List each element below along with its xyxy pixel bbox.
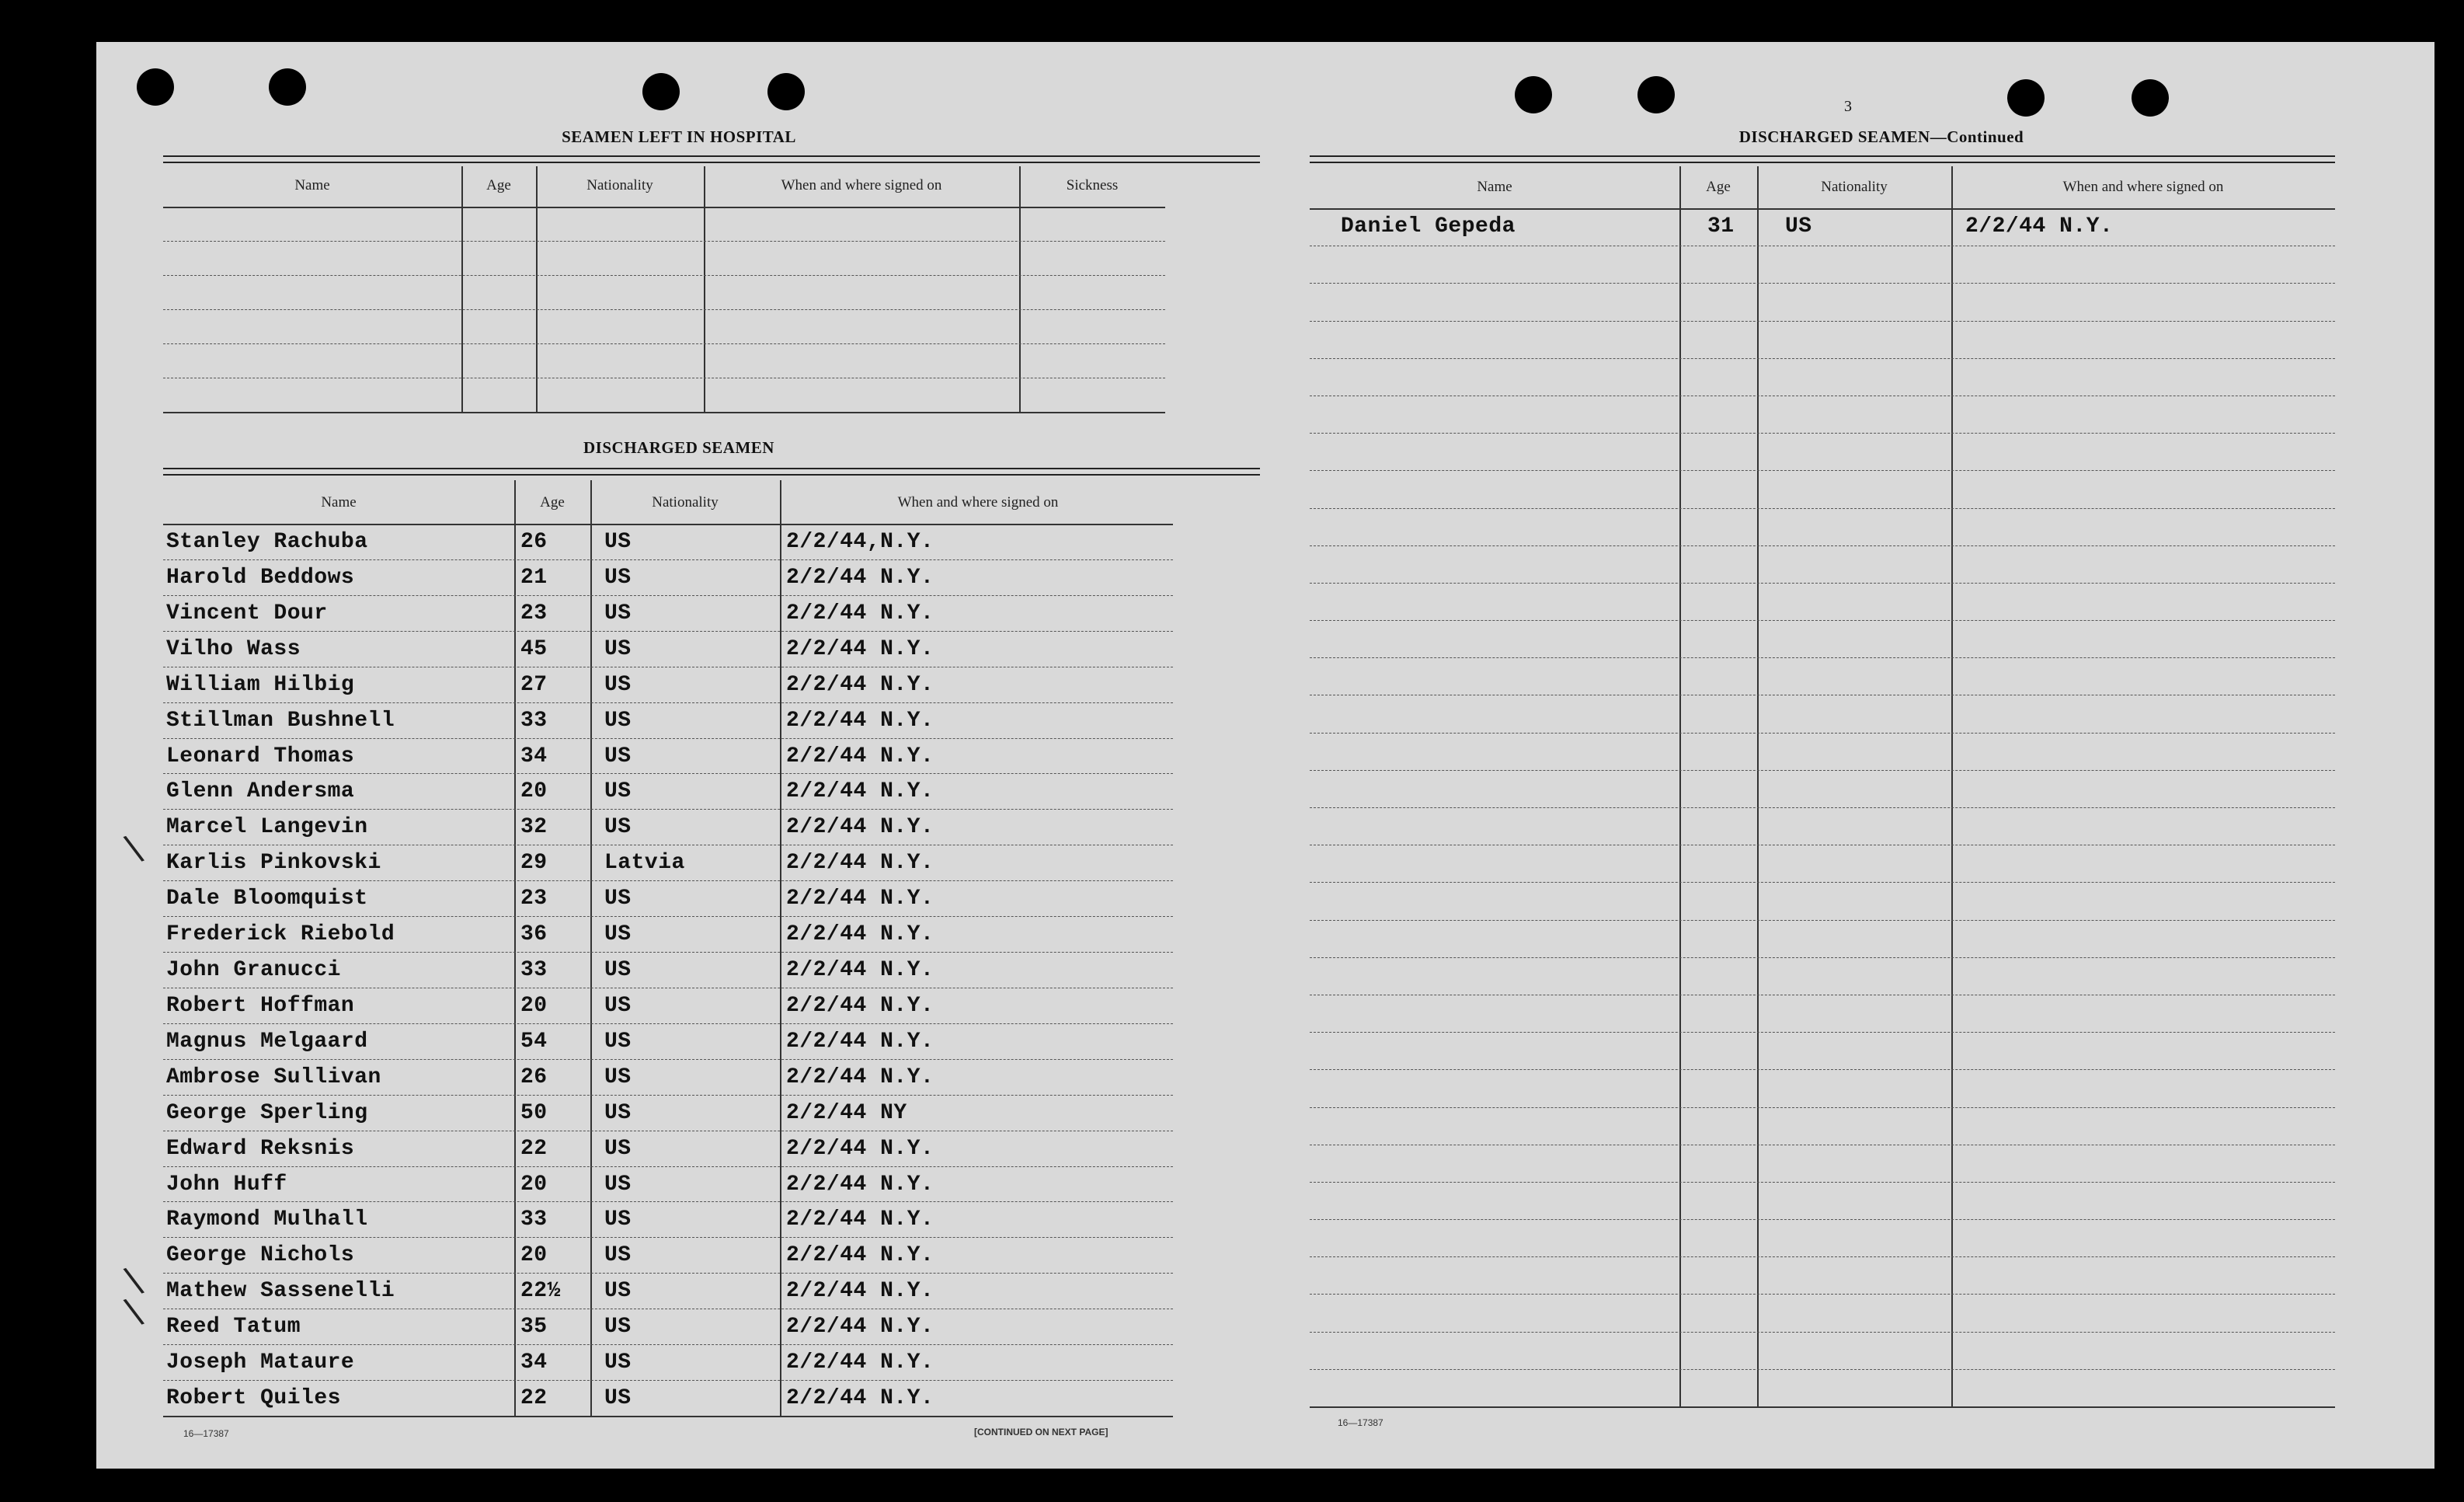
cell-signed: 2/2/44 N.Y. [1965,214,2114,239]
cell-age: 22½ [520,1279,561,1304]
row-rule [163,343,1165,344]
cell-nationality: US [604,1136,632,1161]
row-rule [163,1380,1173,1381]
cell-nationality: US [604,1279,632,1304]
cell-name: Raymond Mulhall [166,1208,368,1232]
right-top-rule [1310,155,2335,163]
column-header: Name [1477,179,1512,195]
column-header: Sickness [1066,177,1119,193]
cell-age: 35 [520,1315,548,1340]
cell-age: 54 [520,1029,548,1054]
row-rule [1310,657,2335,658]
cell-name: George Nichols [166,1243,355,1268]
column-header: Nationality [652,494,719,511]
cell-nationality: US [604,815,632,840]
cell-nationality: US [604,1100,632,1125]
cell-nationality: US [604,779,632,804]
cell-signed: 2/2/44 N.Y. [786,1136,934,1161]
row-rule [163,1416,1173,1417]
column-header: Age [540,494,565,511]
cell-name: Magnus Melgaard [166,1029,368,1054]
cell-name: Reed Tatum [166,1315,301,1340]
form-number: 16—17387 [1338,1417,1383,1428]
row-rule [1310,1369,2335,1370]
row-rule [163,1095,1173,1096]
handwritten-tick: \ [120,825,147,870]
punch-hole [2007,79,2045,117]
cell-nationality: US [604,530,632,554]
column-divider [514,480,516,1416]
cell-signed: 2/2/44 N.Y. [786,887,934,911]
row-rule [163,1201,1173,1202]
row-rule [1310,733,2335,734]
cell-signed: 2/2/44 N.Y. [786,779,934,804]
cell-nationality: US [604,636,632,661]
punch-hole [2132,79,2169,117]
cell-age: 34 [520,1350,548,1375]
row-rule [1310,957,2335,958]
cell-nationality: US [604,958,632,983]
punch-hole [137,68,174,106]
page-number: 3 [1844,98,1852,115]
cell-age: 26 [520,530,548,554]
cell-nationality: US [604,1172,632,1197]
cell-signed: 2/2/44 N.Y. [786,1172,934,1197]
hospital-top-rule [163,155,1269,163]
row-rule [1310,882,2335,883]
cell-name: Joseph Mataure [166,1350,355,1375]
row-rule [1310,1107,2335,1108]
row-rule [1310,1294,2335,1295]
cell-name: Leonard Thomas [166,744,355,768]
row-rule [1310,1032,2335,1033]
cell-age: 22 [520,1386,548,1411]
cell-nationality: US [604,1208,632,1232]
row-rule [163,1023,1173,1024]
cell-age: 36 [520,922,548,947]
cell-signed: 2/2/44 N.Y. [786,1208,934,1232]
cell-signed: 2/2/44 N.Y. [786,1315,934,1340]
column-divider [536,166,538,412]
cell-age: 34 [520,744,548,768]
column-divider [704,166,705,412]
cell-name: Karlis Pinkovski [166,851,381,876]
discharged-section-title: DISCHARGED SEAMEN [583,438,774,457]
cell-signed: 2/2/44 NY [786,1100,907,1125]
cell-name: Vilho Wass [166,636,301,661]
column-header: Nationality [586,177,653,193]
cell-nationality: Latvia [604,851,685,876]
row-rule [1310,583,2335,584]
cell-nationality: US [604,1386,632,1411]
cell-signed: 2/2/44 N.Y. [786,744,934,768]
cell-name: John Granucci [166,958,341,983]
cell-signed: 2/2/44 N.Y. [786,1065,934,1089]
column-divider [780,480,781,1416]
row-rule [163,952,1173,953]
cell-signed: 2/2/44 N.Y. [786,993,934,1018]
cell-age: 31 [1707,214,1735,239]
continued-note: [CONTINUED ON NEXT PAGE] [974,1427,1108,1438]
header-rule [163,207,1165,208]
column-header: Age [486,177,511,193]
row-rule [163,412,1165,413]
row-rule [163,559,1173,560]
column-header: Age [1706,179,1731,195]
cell-age: 23 [520,601,548,626]
cell-name: Daniel Gepeda [1341,214,1516,239]
cell-name: Mathew Sassenelli [166,1279,395,1304]
cell-nationality: US [604,1350,632,1375]
row-rule [1310,1182,2335,1183]
cell-signed: 2/2/44 N.Y. [786,601,934,626]
right-section-title: DISCHARGED SEAMEN—Continued [1738,127,2024,146]
cell-age: 26 [520,1065,548,1089]
row-rule [163,809,1173,810]
row-rule [163,631,1173,632]
row-rule [163,880,1173,881]
row-rule [163,1059,1173,1060]
cell-nationality: US [604,922,632,947]
cell-nationality: US [604,565,632,590]
cell-name: Robert Quiles [166,1386,341,1411]
cell-signed: 2/2/44 N.Y. [786,922,934,947]
row-rule [1310,920,2335,921]
cell-name: Frederick Riebold [166,922,395,947]
row-rule [163,702,1173,703]
right-page [1260,42,2434,1469]
punch-hole [1515,76,1552,113]
cell-age: 27 [520,672,548,697]
cell-signed: 2/2/44 N.Y. [786,1243,934,1268]
row-rule [163,309,1165,310]
cell-age: 20 [520,1172,548,1197]
cell-nationality: US [604,672,632,697]
row-rule [163,1344,1173,1345]
cell-signed: 2/2/44 N.Y. [786,851,934,876]
cell-age: 33 [520,958,548,983]
row-rule [1310,1069,2335,1070]
cell-signed: 2/2/44 N.Y. [786,1029,934,1054]
cell-nationality: US [604,1243,632,1268]
column-divider [590,480,592,1416]
row-rule [1310,770,2335,771]
column-header: Nationality [1821,179,1888,195]
cell-age: 45 [520,636,548,661]
cell-name: Dale Bloomquist [166,887,368,911]
cell-age: 33 [520,1208,548,1232]
row-rule [1310,321,2335,322]
cell-age: 29 [520,851,548,876]
cell-nationality: US [604,1315,632,1340]
column-header: Name [294,177,330,193]
left-page [96,42,1269,1469]
column-header: When and where signed on [2062,179,2224,195]
row-rule [163,275,1165,276]
cell-age: 50 [520,1100,548,1125]
cell-name: Edward Reksnis [166,1136,355,1161]
cell-signed: 2/2/44 N.Y. [786,708,934,733]
cell-signed: 2/2/44,N.Y. [786,530,934,554]
cell-name: Vincent Dour [166,601,328,626]
punch-hole [269,68,306,106]
cell-age: 20 [520,993,548,1018]
discharged-top-rule [163,468,1269,476]
row-rule [163,1273,1173,1274]
cell-nationality: US [604,887,632,911]
cell-name: Marcel Langevin [166,815,368,840]
cell-name: Stillman Bushnell [166,708,395,733]
cell-age: 22 [520,1136,548,1161]
row-rule [163,738,1173,739]
column-header: When and where signed on [781,177,942,193]
cell-age: 23 [520,887,548,911]
row-rule [163,773,1173,774]
cell-nationality: US [604,601,632,626]
cell-age: 21 [520,565,548,590]
row-rule [1310,545,2335,546]
row-rule [1310,358,2335,359]
handwritten-tick: \ [120,1288,147,1333]
cell-signed: 2/2/44 N.Y. [786,815,934,840]
cell-name: Robert Hoffman [166,993,355,1018]
row-rule [163,1237,1173,1238]
cell-age: 20 [520,1243,548,1268]
column-divider [1757,166,1759,1406]
cell-nationality: US [604,1029,632,1054]
cell-signed: 2/2/44 N.Y. [786,1386,934,1411]
handwritten-tick: \ [120,1257,147,1302]
cell-signed: 2/2/44 N.Y. [786,1350,934,1375]
row-rule [1310,508,2335,509]
row-rule [163,1166,1173,1167]
cell-name: Glenn Andersma [166,779,355,804]
cell-name: William Hilbig [166,672,355,697]
row-rule [1310,1332,2335,1333]
punch-hole [1637,76,1675,113]
row-rule [163,241,1165,242]
cell-signed: 2/2/44 N.Y. [786,1279,934,1304]
cell-age: 32 [520,815,548,840]
cell-name: Harold Beddows [166,565,355,590]
cell-name: Stanley Rachuba [166,530,368,554]
column-divider [461,166,463,412]
form-number: 16—17387 [183,1428,229,1439]
column-header: When and where signed on [897,494,1059,511]
row-rule [1310,620,2335,621]
row-rule [1310,433,2335,434]
cell-age: 20 [520,779,548,804]
hospital-section-title: SEAMEN LEFT IN HOSPITAL [562,127,796,146]
punch-hole [642,73,680,110]
cell-name: Ambrose Sullivan [166,1065,381,1089]
cell-name: George Sperling [166,1100,368,1125]
cell-nationality: US [604,1065,632,1089]
row-rule [1310,470,2335,471]
column-header: Name [321,494,357,511]
column-divider [1019,166,1021,412]
cell-nationality: US [604,708,632,733]
row-rule [1310,1219,2335,1220]
cell-nationality: US [1785,214,1812,239]
header-rule [163,524,1173,525]
row-rule [1310,1406,2335,1408]
cell-signed: 2/2/44 N.Y. [786,636,934,661]
cell-age: 33 [520,708,548,733]
cell-nationality: US [604,993,632,1018]
cell-signed: 2/2/44 N.Y. [786,565,934,590]
cell-signed: 2/2/44 N.Y. [786,958,934,983]
row-rule [163,916,1173,917]
header-rule [1310,208,2335,210]
cell-name: John Huff [166,1172,287,1197]
cell-nationality: US [604,744,632,768]
column-divider [1679,166,1681,1406]
row-rule [1310,283,2335,284]
row-rule [163,595,1173,596]
punch-hole [767,73,805,110]
cell-signed: 2/2/44 N.Y. [786,672,934,697]
row-rule [1310,807,2335,808]
column-divider [1951,166,1953,1406]
row-rule [1310,1256,2335,1257]
